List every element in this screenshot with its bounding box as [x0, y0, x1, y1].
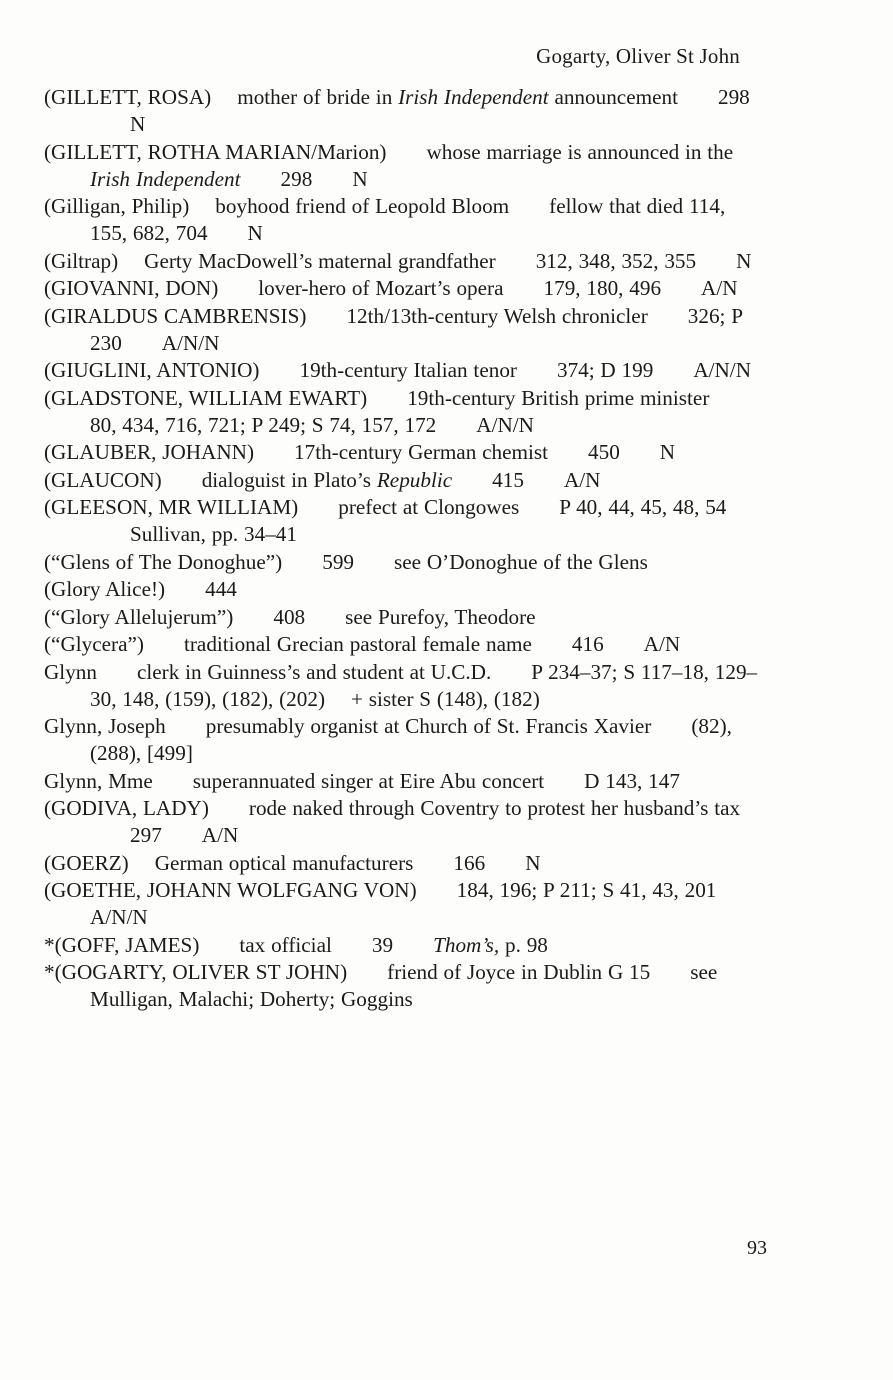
- entry-head: (GOETHE, JOHANN WOLFGANG VON): [44, 878, 417, 902]
- entry-description: Gerty MacDowell’s maternal grandfather: [144, 248, 496, 273]
- entry-head: (GILLETT, ROTHA MARIAN/Marion): [44, 139, 387, 164]
- entry-description: mother of bride in: [237, 85, 393, 109]
- index-entry: [44, 248, 764, 275]
- entry-head: (“Glens of The Donoghue”): [44, 549, 283, 574]
- index-entry: [44, 768, 764, 795]
- entry-head: (GLEESON, MR WILLIAM): [44, 495, 299, 519]
- index-entry: [44, 303, 764, 357]
- entry-code: N: [659, 440, 676, 464]
- entry-refs: 114, 155, 682, 704: [90, 194, 726, 245]
- entry-italic: Irish Independent: [90, 166, 241, 191]
- index-entry: [44, 357, 764, 384]
- index-entry: [44, 84, 764, 138]
- entry-description: 19th-century Italian tenor: [299, 358, 517, 382]
- entry-description: lover-hero of Mozart’s opera: [258, 276, 504, 300]
- entry-head: (“Glycera”): [44, 632, 144, 656]
- entry-description: rode naked through Coventry to protest her husband’s tax: [248, 796, 741, 820]
- entry-head: *(GOFF, JAMES): [44, 932, 200, 957]
- entry-description: dialoguist in Plato’s: [201, 467, 372, 492]
- entry-description: clerk in Guinness’s and student at U.C.D.: [136, 659, 492, 684]
- entry-head: (Giltrap): [44, 248, 119, 273]
- entry-refs: 184, 196; P 211; S 41, 43, 201: [456, 878, 717, 902]
- entry-head: (GLADSTONE, WILLIAM EWART): [44, 385, 368, 410]
- entry-code: p. 98: [505, 932, 548, 957]
- entry-head: Glynn: [44, 659, 97, 684]
- index-entry: [44, 385, 764, 439]
- entry-refs: 450: [588, 440, 620, 464]
- entry-head: *(GOGARTY, OLIVER ST JOHN): [44, 960, 348, 984]
- entry-refs: 374; D 199: [556, 358, 654, 382]
- entry-description-cont: fellow that died: [549, 194, 684, 218]
- entry-code: see Mulligan, Malachi; Doherty; Goggins: [90, 960, 718, 1011]
- entry-description-cont: announcement: [554, 85, 678, 109]
- entry-refs: 179, 180, 496: [543, 276, 662, 300]
- index-entry: [44, 439, 764, 466]
- entry-refs: P 40, 44, 45, 48, 54: [559, 495, 727, 519]
- index-entry: [44, 275, 764, 302]
- entry-description: tax official: [239, 932, 332, 957]
- entry-refs: 415: [492, 467, 524, 492]
- entry-refs: 166: [453, 850, 486, 875]
- entry-code: N: [130, 112, 146, 136]
- index-entry: [44, 877, 764, 931]
- index-entry: [44, 494, 764, 548]
- index-entry: [44, 467, 764, 494]
- entry-description: boyhood friend of Leopold Bloom: [215, 194, 510, 218]
- entry-refs: P 234–37; S 117–18, 129–30, 148, (159), (182), (202): [90, 659, 758, 711]
- entry-code: A/N/N: [90, 905, 148, 929]
- entry-refs: (82), (288), [499]: [90, 714, 732, 765]
- entry-head: (GODIVA, LADY): [44, 796, 209, 820]
- entry-description: prefect at Clongowes: [338, 495, 520, 519]
- index-entry: [44, 959, 764, 1013]
- entry-head: (“Glory Allelujerum”): [44, 604, 234, 629]
- entry-description: 17th-century German chemist: [294, 440, 549, 464]
- index-entry: [44, 193, 764, 247]
- entry-code: N: [247, 221, 263, 245]
- entry-description: friend of Joyce in Dublin: [387, 960, 603, 984]
- entry-refs: 80, 434, 716, 721; P 249; S 74, 157, 172: [90, 412, 437, 437]
- entry-refs: D 143, 147: [584, 768, 680, 793]
- entry-source-italic: Thom’s,: [433, 932, 500, 957]
- entry-code: A/N/N: [476, 412, 534, 437]
- entry-refs: 39: [371, 932, 394, 957]
- entry-description: whose marriage is announced in the: [426, 139, 734, 164]
- entry-head: Glynn, Joseph: [44, 714, 166, 738]
- index-entry: [44, 604, 764, 631]
- entry-head: (GOERZ): [44, 850, 129, 875]
- entry-description: German optical manufacturers: [154, 850, 414, 875]
- entry-code: A/N: [201, 823, 239, 847]
- index-entries: [44, 84, 764, 1014]
- entry-code: A/N/N: [693, 358, 751, 382]
- entry-refs: 326; P 230: [90, 303, 743, 355]
- entry-head: Glynn, Mme: [44, 768, 153, 793]
- entry-description: superannuated singer at Eire Abu concert: [192, 768, 545, 793]
- entry-italic: Irish Independent: [398, 85, 549, 109]
- entry-refs: 444: [205, 577, 237, 601]
- entry-code: A/N: [643, 632, 681, 656]
- index-entry: [44, 932, 764, 959]
- entry-description: presumably organist at Church of St. Francis Xavier: [205, 714, 652, 738]
- entry-head: (GIRALDUS CAMBRENSIS): [44, 303, 307, 328]
- entry-description: 12th/13th-century Welsh chronicler: [346, 303, 648, 328]
- entry-code: N: [736, 248, 752, 273]
- entry-description: 19th-century British prime minister: [407, 385, 710, 410]
- entry-code: A/N/N: [161, 330, 220, 355]
- entry-code: A/N: [701, 276, 738, 300]
- entry-refs: 599: [322, 549, 354, 574]
- entry-code: N: [352, 166, 368, 191]
- entry-description: traditional Grecian pastoral female name: [183, 632, 532, 656]
- entry-head: (GLAUCON): [44, 467, 162, 492]
- running-head: Gogarty, Oliver St John: [536, 44, 740, 68]
- entry-italic: Republic: [376, 467, 453, 492]
- entry-refs: 312, 348, 352, 355: [535, 248, 697, 273]
- entry-refs: 297: [130, 823, 162, 847]
- index-entry: [44, 631, 764, 658]
- index-entry: [44, 659, 764, 713]
- entry-head: (Gilligan, Philip): [44, 194, 190, 218]
- entry-refs: 298: [717, 85, 750, 109]
- entry-refs: 416: [571, 632, 604, 656]
- index-entry: [44, 549, 764, 576]
- entry-head: (GIOVANNI, DON): [44, 276, 219, 300]
- index-entry: [44, 576, 764, 603]
- entry-code: Sullivan, pp. 34–41: [130, 522, 297, 546]
- index-entry: [44, 139, 764, 193]
- index-entry: [44, 850, 764, 877]
- index-entry: [44, 713, 764, 767]
- entry-head: (GIUGLINI, ANTONIO): [44, 358, 260, 382]
- entry-head: (GILLETT, ROSA): [44, 85, 212, 109]
- entry-code: N: [525, 850, 541, 875]
- entry-head: (GLAUBER, JOHANN): [44, 440, 255, 464]
- page-number: 93: [747, 1237, 767, 1259]
- entry-refs: 408: [273, 604, 306, 629]
- entry-head: (Glory Alice!): [44, 577, 166, 601]
- index-entry: [44, 795, 764, 849]
- entry-code: see Purefoy, Theodore: [345, 604, 536, 629]
- entry-code: see O’Donoghue of the Glens: [394, 549, 648, 574]
- entry-code: A/N: [563, 467, 601, 492]
- entry-refs: G 15: [607, 960, 651, 984]
- entry-code: + sister S (148), (182): [351, 686, 540, 711]
- entry-refs: 298: [280, 166, 313, 191]
